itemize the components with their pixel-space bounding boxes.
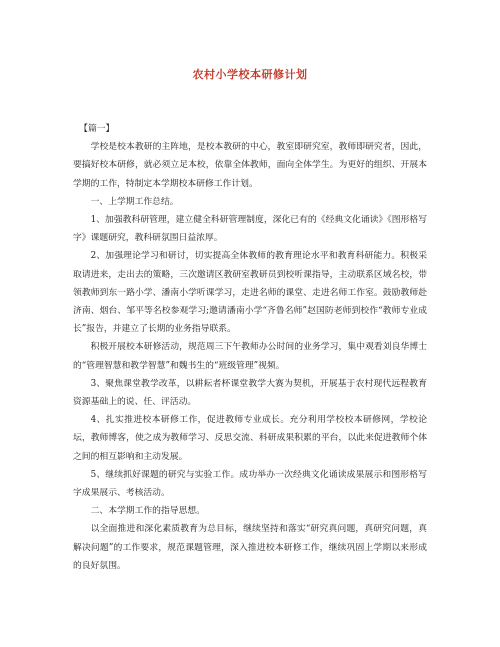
paragraph: 2、加强理论学习和研讨，切实提高全体教师的教育理论水平和教育科研能力。积极采取请进来，走出去的策略，三次邀请区教研室教研员到校听课指导，主动联系区域名校，带领教师到东一路小学、潘南小学听课学习，走进名师的课堂、走进名师工作室。鼓励教师赴济南、烟台、邹平等名校参观学习;邀请潘南小学“齐鲁名师”赵国防老师到校作“教师专业成长”报告，并建立了长期的业务指导联系。 (73, 251, 427, 335)
paragraph: 3、聚焦课堂教学改革，以耕耘者杯课堂教学大赛为契机，开展基于农村现代远程教育资源基础上的说、任、评活动。 (73, 378, 427, 408)
section-heading: 【篇一】 (79, 124, 115, 134)
paragraph: 学校是校本教研的主阵地，是校本教研的中心，教室即研究室，教师即研究者，因此，要搞好校本研修，就必须立足本校，依靠全体教师，面向全体学生。为更好的组织、开展本学期的工作，特制定本学期校本研修工作计划。 (73, 142, 427, 189)
paragraph: 积极开展校本研修活动，规范周三下午教师办公时间的业务学习，集中观看刘良华博士的“管理智慧和教学智慧”和魏书生的“班级管理”视频。 (73, 342, 427, 371)
paragraph: 二、本学期工作的指导思想。 (90, 506, 205, 517)
document-title: 农村小学校本研修计划 (192, 68, 308, 81)
document-body (73, 120, 427, 575)
paragraph: 5、继续抓好课题的研究与实验工作。成功举办一次经典文化诵读成果展示和图形格写字成果展示、考核活动。 (73, 469, 427, 499)
paragraph: 4、扎实推进校本研修工作，促进教师专业成长。充分利用学校校本研修网，学校论坛，教师博客，使之成为教师学习、反思交流、科研成果积累的平台，以此来促进教师个体之间的相互影响和主动发展。 (73, 415, 427, 462)
paragraph: 一、上学期工作总结。 (90, 196, 179, 207)
paragraph: 以全面推进和深化素质教育为总目标，继续坚持和落实“研究真问题，真研究问题，真解决问题”的工作要求，规范课题管理，深入推进校本研修工作，继续巩固上学期以来形成的良好氛围。 (73, 524, 427, 571)
paragraph: 1、加强教科研管理，建立健全科研管理制度，深化已有的《经典文化诵读》《图形格写字》课题研究，教科研氛围日益浓厚。 (73, 215, 427, 244)
